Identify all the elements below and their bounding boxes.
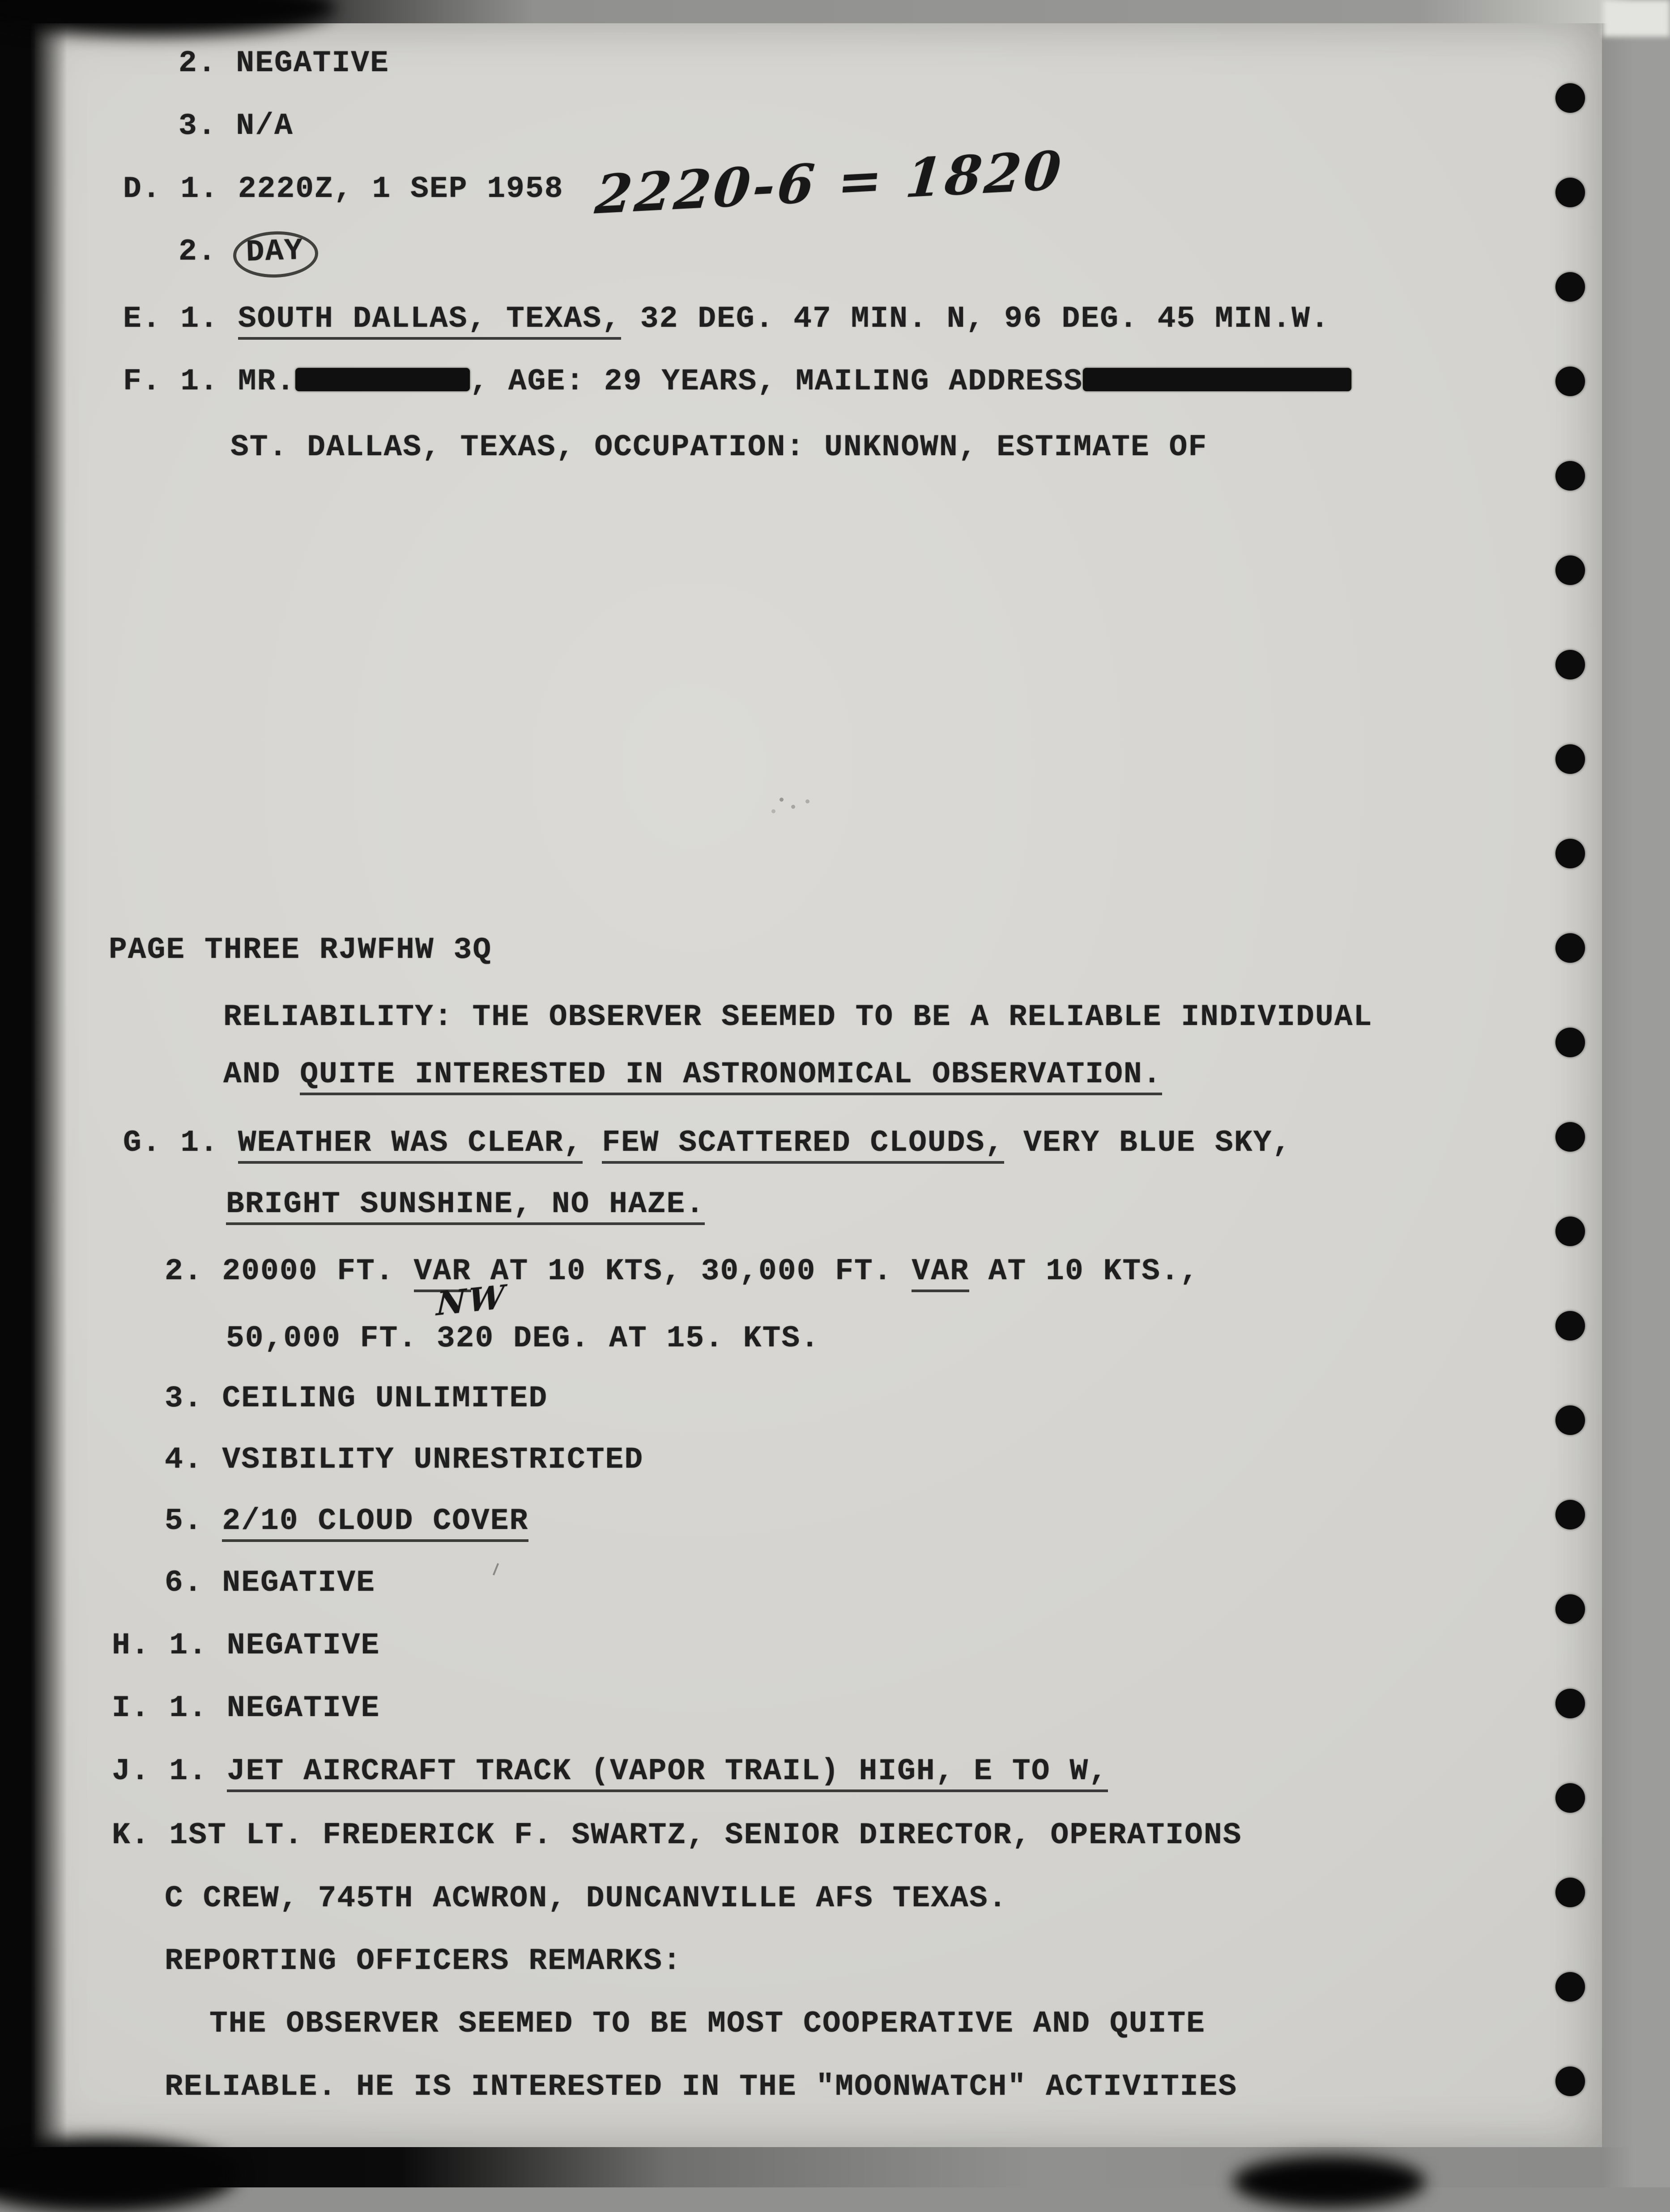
text-segment: WEATHER WAS CLEAR, bbox=[238, 1126, 583, 1164]
text-line bbox=[112, 1818, 1242, 1853]
handwritten-annotation: 2220-6 = 1820 bbox=[592, 139, 1066, 226]
text-segment: I. 1. NEGATIVE bbox=[112, 1691, 380, 1725]
text-segment: G. 1. bbox=[123, 1126, 238, 1160]
text-segment: K. 1ST LT. FREDERICK F. SWARTZ, SENIOR DIRECTOR, OPERATIONS bbox=[112, 1818, 1242, 1853]
redaction-bar bbox=[1083, 368, 1351, 391]
text-line bbox=[165, 1504, 528, 1538]
punch-hole bbox=[1555, 461, 1585, 491]
text-line bbox=[165, 1254, 1199, 1289]
text-segment: 32 DEG. 47 MIN. N, 96 DEG. 45 MIN.W. bbox=[621, 302, 1330, 336]
text-line bbox=[109, 933, 492, 967]
text-segment: D. 1. 2220Z, 1 SEP 1958 bbox=[123, 172, 564, 206]
punch-hole bbox=[1555, 1972, 1585, 2002]
punch-hole bbox=[1555, 367, 1585, 396]
punch-hole bbox=[1555, 178, 1585, 207]
text-segment: 3. CEILING UNLIMITED bbox=[165, 1381, 548, 1416]
text-segment: AT 10 KTS, 30,000 FT. bbox=[471, 1254, 912, 1289]
text-line bbox=[165, 1944, 682, 1978]
punch-hole bbox=[1555, 1028, 1585, 1057]
punch-hole bbox=[1555, 1405, 1585, 1435]
text-line bbox=[179, 235, 314, 272]
text-segment bbox=[583, 1126, 602, 1160]
punch-hole bbox=[1555, 744, 1585, 774]
text-line bbox=[165, 1566, 375, 1600]
circled-text: DAY bbox=[233, 230, 320, 279]
text-segment: JET AIRCRAFT TRACK (VAPOR TRAIL) HIGH, E TO W, bbox=[227, 1754, 1108, 1792]
text-line bbox=[165, 1381, 548, 1416]
punch-hole bbox=[1555, 555, 1585, 585]
text-line bbox=[179, 109, 294, 143]
text-line bbox=[112, 1691, 380, 1725]
text-segment: 50,000 FT. 320 DEG. AT 15. KTS. bbox=[226, 1321, 820, 1356]
punch-hole bbox=[1555, 272, 1585, 302]
punch-hole bbox=[1555, 1500, 1585, 1529]
punch-hole bbox=[1555, 1594, 1585, 1624]
text-line bbox=[123, 364, 1351, 399]
text-line bbox=[123, 172, 564, 206]
text-line bbox=[179, 46, 389, 81]
text-segment: 5. bbox=[165, 1504, 222, 1538]
text-segment: 6. NEGATIVE bbox=[165, 1566, 375, 1600]
text-segment: E. 1. bbox=[123, 302, 238, 336]
text-line bbox=[226, 1187, 705, 1221]
text-line bbox=[165, 1443, 643, 1477]
text-segment: VAR bbox=[912, 1254, 969, 1292]
text-line bbox=[123, 1126, 1291, 1160]
text-line bbox=[165, 2070, 1237, 2104]
text-segment: THE OBSERVER SEEMED TO BE MOST COOPERATIVE AND QUITE bbox=[209, 2007, 1206, 2041]
text-segment: J. 1. bbox=[112, 1754, 227, 1789]
punch-hole bbox=[1555, 1783, 1585, 1813]
text-segment: QUITE INTERESTED IN ASTRONOMICAL OBSERVATION. bbox=[300, 1057, 1162, 1095]
text-segment: AT 10 KTS., bbox=[969, 1254, 1199, 1289]
text-line bbox=[165, 1881, 1008, 1916]
text-segment: VAR bbox=[414, 1254, 471, 1292]
punch-hole bbox=[1555, 83, 1585, 113]
text-segment: H. 1. NEGATIVE bbox=[112, 1628, 380, 1663]
text-segment: PAGE THREE RJWFHW 3Q bbox=[109, 933, 492, 967]
text-segment: 2. NEGATIVE bbox=[179, 46, 389, 81]
text-segment: 2. bbox=[179, 235, 236, 269]
text-line bbox=[223, 1057, 1162, 1092]
text-segment: 4. VSIBILITY UNRESTRICTED bbox=[165, 1443, 644, 1477]
text-segment: 2/10 CLOUD COVER bbox=[222, 1504, 528, 1542]
text-segment: 2. 20000 FT. bbox=[165, 1254, 414, 1289]
text-line bbox=[230, 430, 1207, 465]
punch-hole bbox=[1555, 1878, 1585, 1907]
text-segment: 3. N/A bbox=[179, 109, 294, 143]
punch-hole bbox=[1555, 839, 1585, 868]
text-segment: VERY BLUE SKY, bbox=[1004, 1126, 1292, 1160]
punch-hole bbox=[1555, 1122, 1585, 1152]
punch-hole bbox=[1555, 1311, 1585, 1341]
punch-hole bbox=[1555, 2067, 1585, 2096]
text-segment: , AGE: 29 YEARS, MAILING ADDRESS bbox=[470, 364, 1083, 399]
handwritten-annotation: NW bbox=[435, 1277, 508, 1323]
text-segment: ST. DALLAS, TEXAS, OCCUPATION: UNKNOWN, ESTIMATE OF bbox=[230, 430, 1208, 465]
text-line bbox=[209, 2007, 1206, 2041]
redaction-bar bbox=[295, 368, 470, 391]
text-segment: C CREW, 745TH ACWRON, DUNCANVILLE AFS TEXAS. bbox=[165, 1881, 1008, 1916]
text-line bbox=[226, 1321, 820, 1356]
punch-hole bbox=[1555, 650, 1585, 679]
text-segment: FEW SCATTERED CLOUDS, bbox=[602, 1126, 1004, 1164]
scan-speck-artifact bbox=[780, 798, 784, 802]
text-segment: AND bbox=[223, 1057, 300, 1092]
punch-hole bbox=[1555, 1689, 1585, 1718]
text-line bbox=[112, 1754, 1108, 1789]
text-segment: RELIABILITY: THE OBSERVER SEEMED TO BE A RELIABLE INDIVIDUAL bbox=[223, 1000, 1373, 1034]
text-line bbox=[112, 1628, 380, 1663]
text-segment: SOUTH DALLAS, TEXAS, bbox=[238, 302, 621, 340]
text-segment: RELIABLE. HE IS INTERESTED IN THE "MOONWATCH" ACTIVITIES bbox=[165, 2070, 1238, 2104]
punch-hole bbox=[1555, 933, 1585, 963]
text-segment: BRIGHT SUNSHINE, NO HAZE. bbox=[226, 1187, 705, 1225]
text-segment: F. 1. MR. bbox=[123, 364, 296, 399]
punch-hole bbox=[1555, 1217, 1585, 1246]
text-line bbox=[223, 1000, 1372, 1034]
text-segment: REPORTING OFFICERS REMARKS: bbox=[165, 1944, 682, 1978]
text-line bbox=[123, 302, 1330, 336]
